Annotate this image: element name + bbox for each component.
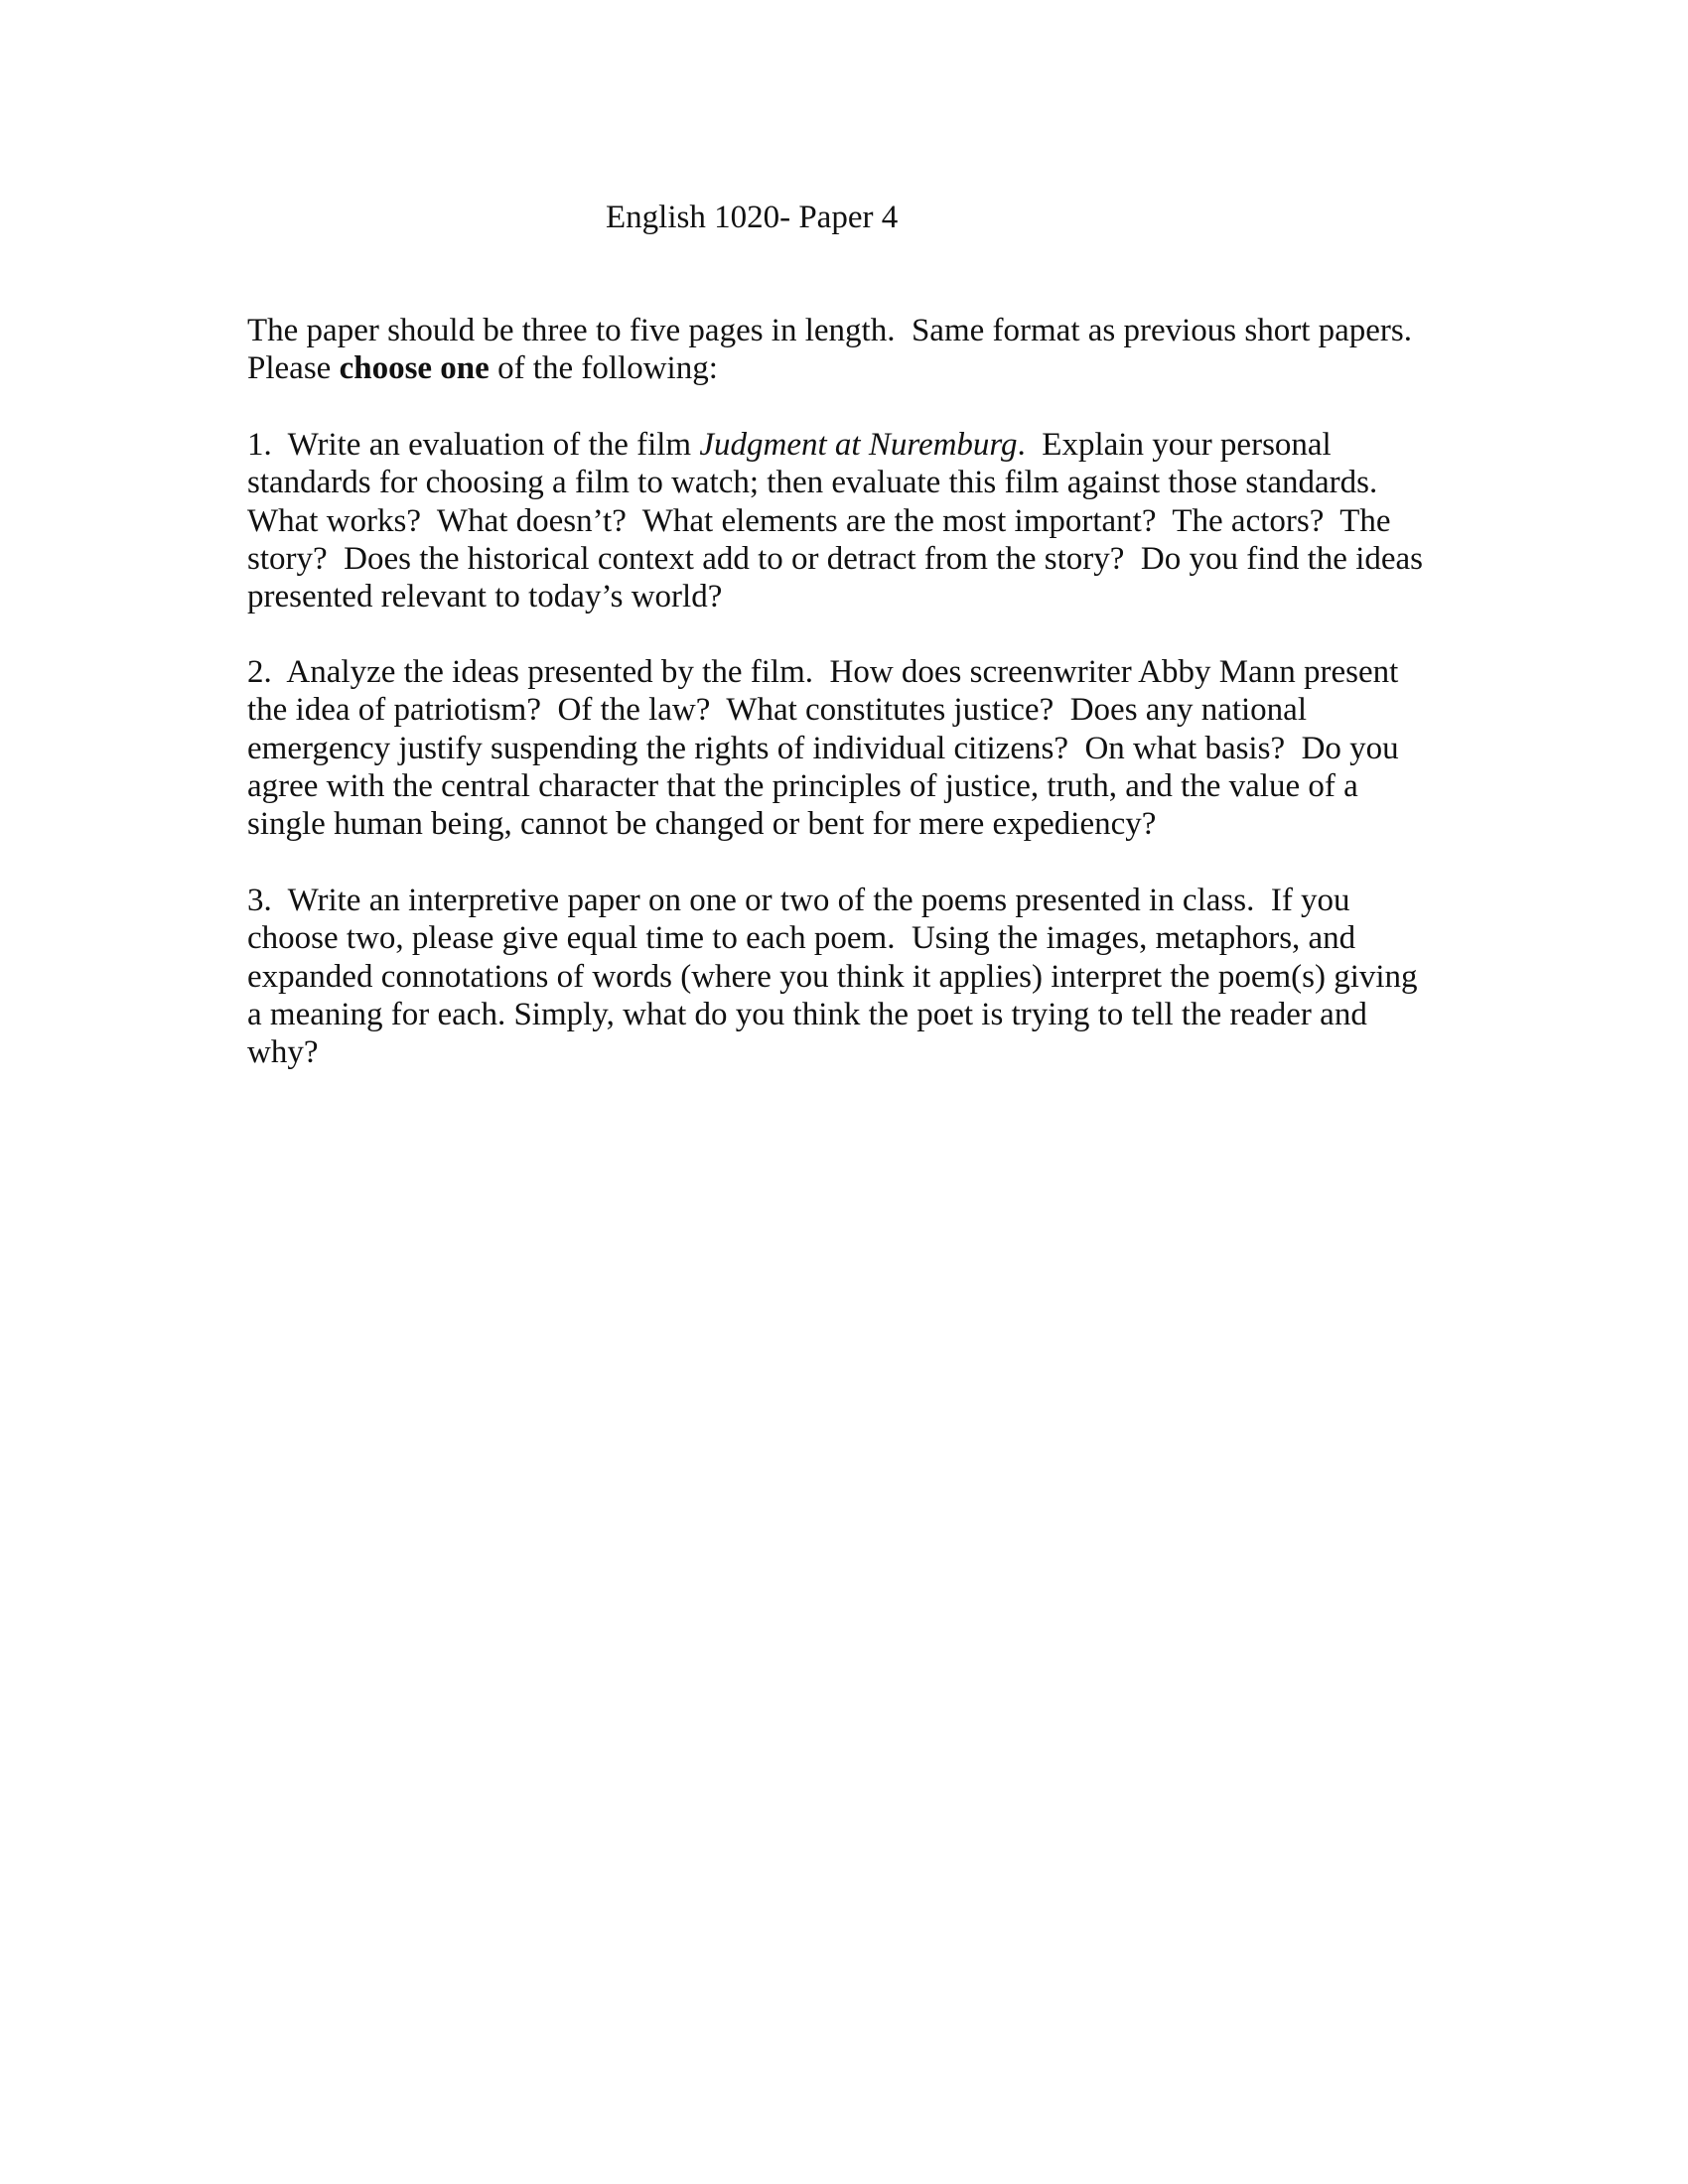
intro-line: The paper should be three to five pages in length. Same format as previous short papers. <box>247 313 1412 348</box>
option-line: What works? What doesn’t? What elements are the most important? The actors? The <box>247 502 1391 539</box>
option-line: agree with the central character that the principles of justice, truth, and the value of a <box>247 767 1358 804</box>
option-line: choose two, please give equal time to each poem. Using the images, metaphors, and <box>247 920 1356 957</box>
intro-line <box>247 349 1412 387</box>
option-line: the idea of patriotism? Of the law? What constitutes justice? Does any national <box>247 692 1307 729</box>
option-line: presented relevant to today’s world? <box>247 579 723 615</box>
option-line: emergency justify suspending the rights of individual citizens? On what basis? Do you <box>247 730 1399 766</box>
option-line: single human being, cannot be changed or bent for mere expediency? <box>247 806 1157 843</box>
option-line: story? Does the historical context add to or detract from the story? Do you find the ideas <box>247 540 1424 577</box>
emphasis-text: choose one <box>339 350 490 387</box>
option-line: expanded connotations of words (where you think it applies) interpret the poem(s) giving <box>247 958 1418 995</box>
option-line: 3. Write an interpretive paper on one or two of the poems presented in class. If you <box>247 883 1350 918</box>
option-1-paragraph <box>247 426 1423 615</box>
page-title: English 1020- Paper 4 <box>606 200 899 235</box>
option-3-paragraph <box>247 882 1418 1071</box>
option-line: a meaning for each. Simply, what do you think the poet is trying to tell the reader and <box>247 996 1367 1032</box>
option-line: why? <box>247 1034 319 1071</box>
intro-paragraph <box>247 312 1412 388</box>
text: of the following: <box>489 350 718 387</box>
text: Please <box>247 350 340 387</box>
option-line <box>247 426 1423 464</box>
option-line: 2. Analyze the ideas presented by the film. How does screenwriter Abby Mann present <box>247 654 1399 690</box>
text: 1. Write an evaluation of the film <box>247 427 700 463</box>
text: . Explain your personal <box>1017 427 1332 463</box>
option-2-paragraph <box>247 653 1399 843</box>
option-line: standards for choosing a film to watch; then evaluate this film against those standards. <box>247 465 1378 501</box>
film-title: Judgment at Nuremburg <box>699 427 1018 463</box>
